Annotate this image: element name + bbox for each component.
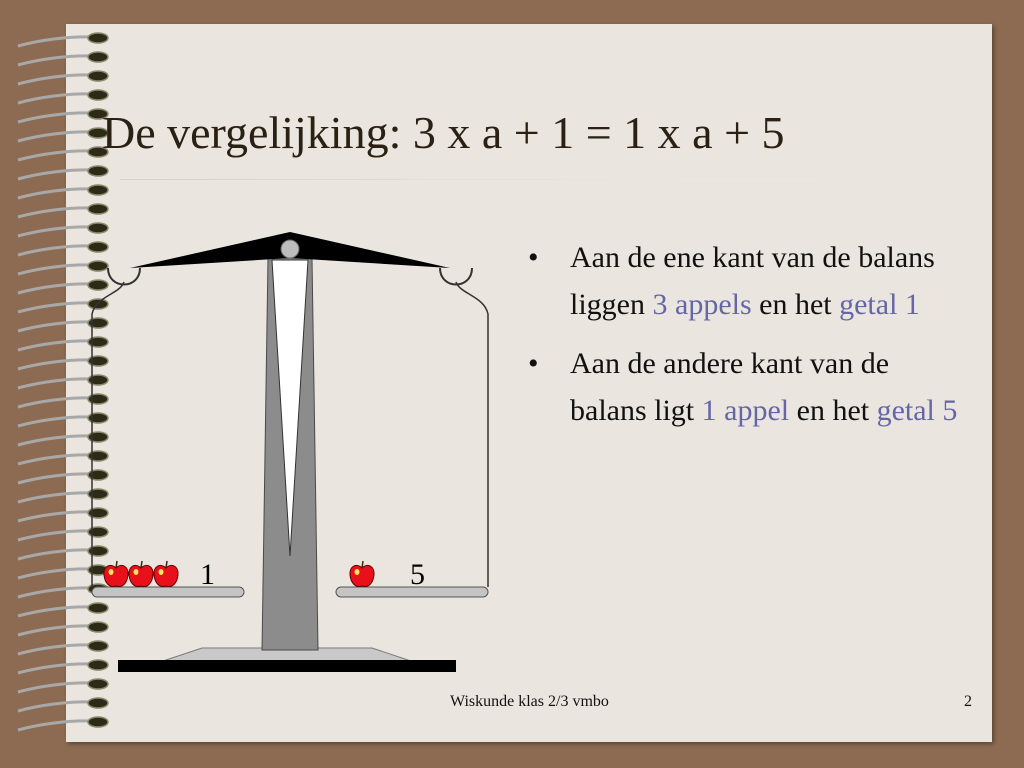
right-pan-string [456, 282, 488, 587]
bullet-highlight-text: 1 appel [701, 394, 790, 427]
scale-pivot [281, 240, 299, 258]
apple-icon [129, 561, 153, 587]
bullet-item [528, 340, 968, 434]
apple-icon [104, 561, 128, 587]
bullet-list [528, 234, 968, 446]
bullet-dot-icon: • [528, 241, 539, 274]
slide-footer: Wiskunde klas 2/3 vmbo [450, 693, 609, 710]
bullet-text: Aan de ene kant van de balans liggen [570, 241, 935, 321]
left-pan [92, 587, 244, 597]
bullet-highlight-text: getal 5 [876, 394, 958, 427]
apple-icon [350, 561, 374, 587]
bullet-text: Aan de andere kant van de balans ligt [570, 347, 890, 427]
left-pan-number: 1 [200, 558, 215, 591]
apple-icon [154, 561, 178, 587]
scale-base [118, 660, 456, 672]
bullet-text: en het [751, 288, 840, 321]
right-pan-apples [350, 561, 374, 587]
bullet-item [528, 234, 968, 328]
slide-title: De vergelijking: 3 x a + 1 = 1 x a + 5 [102, 107, 785, 158]
right-pan-number: 5 [410, 558, 425, 591]
bullet-highlight-text: getal 1 [839, 288, 920, 321]
bullet-dot-icon: • [528, 347, 539, 380]
left-pan-apples [104, 561, 178, 587]
page-number: 2 [964, 693, 972, 710]
left-pan-string [92, 282, 124, 587]
bullet-highlight-text: 3 appels [652, 288, 752, 321]
bullet-text: en het [789, 394, 877, 427]
